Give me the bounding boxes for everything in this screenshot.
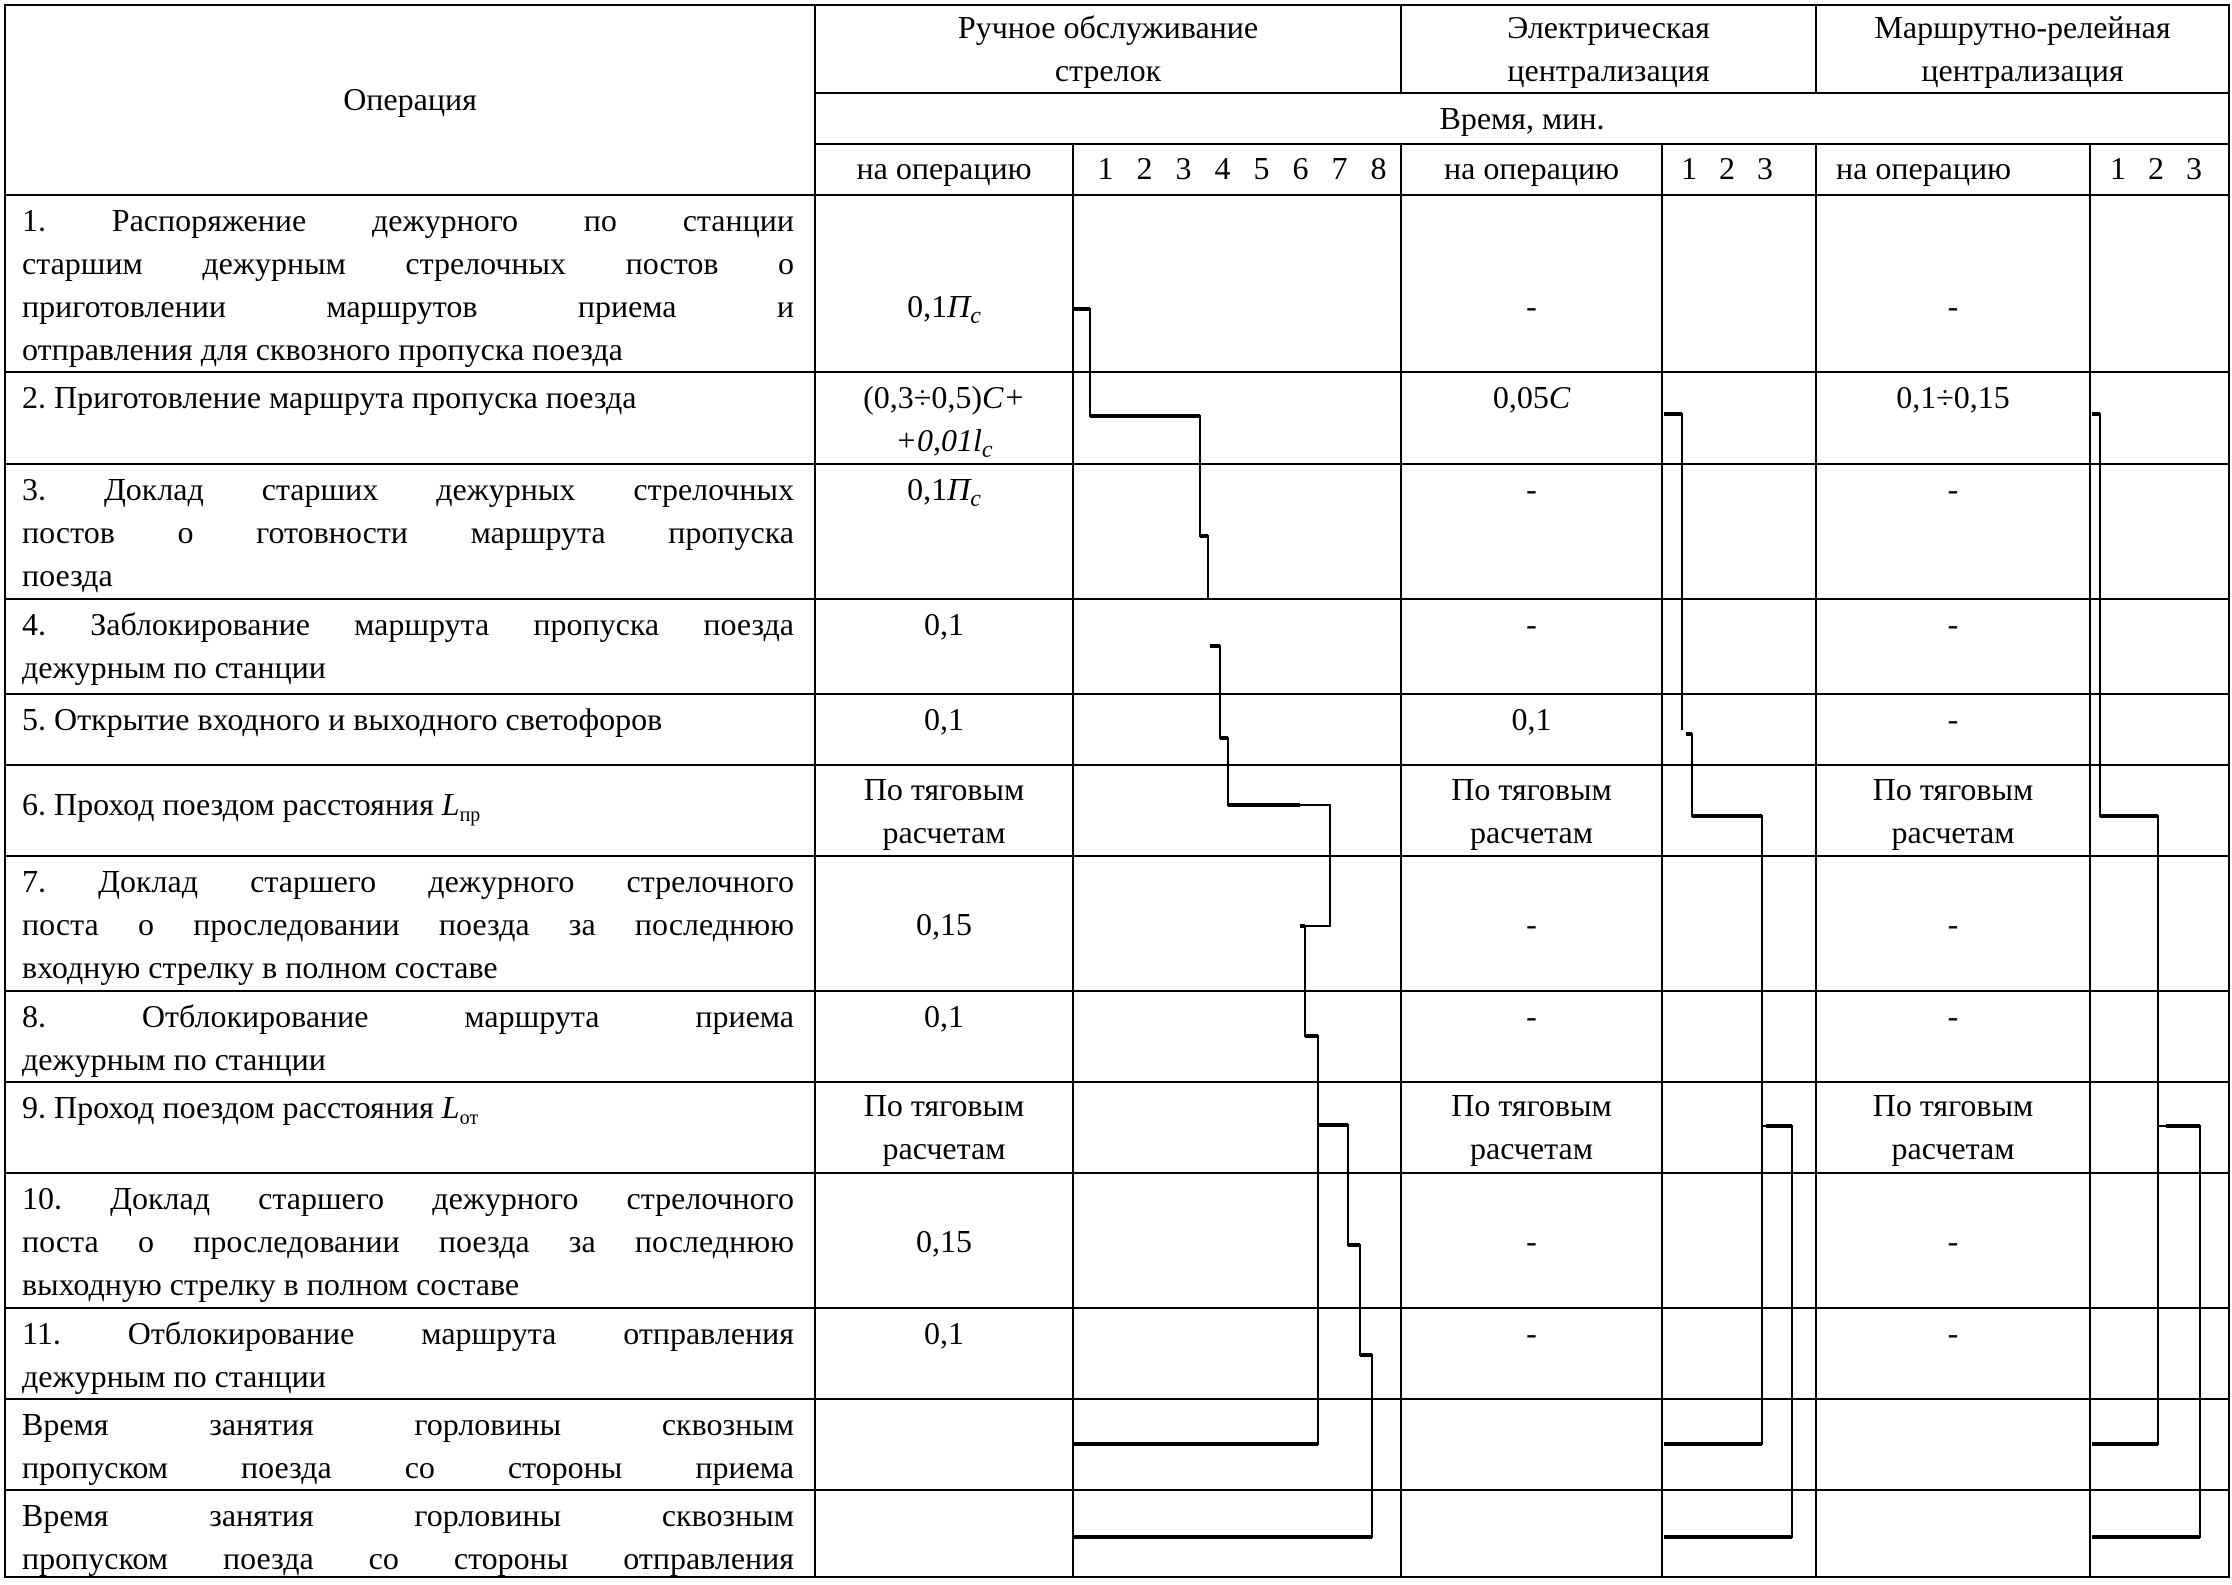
operation-line: 11. Отблокирование маршрута отправления [22,1315,794,1351]
operation-cell [22,1403,794,1489]
tick-label: 3 [1175,150,1192,186]
header-manual-line2: стрелок [1054,52,1162,88]
manual-time-value: 0,15 [916,906,972,942]
mrc-time-value: - [1947,701,1959,737]
header-manual-per-op: на операцию [856,150,1032,186]
operation-cell [22,1494,794,1580]
electric-time-value: 0,05С [1492,379,1571,415]
operation-line: входную стрелку в полном составе [22,949,498,985]
electric-time-scale [1670,147,1784,190]
electric-time-value: - [1526,1315,1537,1351]
electric-time-value: По тяговым [1451,1087,1612,1123]
mrc-time-value: - [1947,606,1959,642]
operation-cell [22,1312,794,1398]
header-manual-line1: Ручное обслуживание [957,9,1259,45]
manual-time-value: 0,1 [924,1315,964,1351]
electric-time-value: - [1526,288,1537,324]
header-mrc-line2: централизация [1921,52,2124,88]
manual-time-value: 0,1 [924,606,964,642]
operation-line: 6. Проход поездом расстояния $L_{пр}$ [22,786,481,826]
operation-line: пропуском поезда со стороны приема [22,1449,794,1485]
operation-cell [22,603,794,689]
mrc-time-value-line2: расчетам [1891,1130,2015,1166]
mrc-time-value: По тяговым [1872,1087,2034,1123]
operation-cell [22,468,794,597]
manual-time-value: По тяговым [863,1087,1025,1123]
manual-time-value: По тяговым [863,771,1025,807]
electric-time-value: По тяговым [1451,771,1612,807]
electric-time-value-line2: расчетам [1470,814,1593,850]
manual-time-value: $0,1П_с$ [907,471,981,512]
operation-line: пропуском поезда со стороны отправления [22,1540,794,1576]
electric-time-value: - [1526,606,1537,642]
operation-line: поезда [22,557,113,593]
mrc-time-scale [2099,147,2213,190]
mrc-time-value: 0,1÷0,15 [1896,379,2010,415]
manual-time-value: 0,1 [924,701,964,737]
manual-time-scale [1086,147,1398,190]
operation-line: поста о проследовании поезда за последнюю [22,906,794,942]
header-operation: Операция [343,81,477,117]
operation-line: выходную стрелку в полном составе [22,1266,520,1302]
tick-label: 4 [1214,150,1231,186]
header-mrc-per-op: на операцию [1836,150,2012,186]
operation-line: поста о проследовании поезда за последнюю [22,1223,794,1259]
tick-label: 2 [1136,150,1153,186]
operation-cell [22,783,794,826]
electric-time-value: - [1526,471,1537,507]
header-electric-line2: централизация [1507,52,1710,88]
header-time: Время, мин. [1439,100,1605,136]
operation-line: 9. Проход поездом расстояния $L_{от}$ [22,1089,479,1129]
operation-line: Время занятия горловины сквозным [22,1497,794,1533]
manual-time-value: (0,3÷0,5)С+ [863,379,1025,415]
operation-line: дежурным по станции [22,649,326,685]
tick-label: 1 [1681,150,1697,186]
header-electric-per-op: на операцию [1443,150,1619,186]
operation-line: дежурным по станции [22,1358,326,1394]
operation-line: 1. Распоряжение дежурного по станции [22,202,794,238]
mrc-time-value: - [1947,906,1959,942]
mrc-time-value: - [1947,1315,1959,1351]
mrc-time-value-line2: расчетам [1891,814,2015,850]
tick-label: 5 [1253,150,1270,186]
operation-line: приготовлении маршрутов приема и [22,288,794,324]
operation-line: Время занятия горловины сквозным [22,1406,794,1442]
operation-cell [22,1086,794,1129]
operation-cell [22,995,794,1081]
manual-time-value-line2: расчетам [882,814,1006,850]
mrc-time-value: - [1947,998,1959,1034]
tick-label: 2 [2148,150,2164,186]
mrc-time-value: - [1947,1223,1959,1259]
mrc-time-value: - [1947,288,1959,324]
operation-line: старшим дежурным стрелочных постов о [22,245,794,281]
tick-label: 3 [2186,150,2202,186]
header-mrc-line1: Маршрутно-релейная [1874,9,2171,45]
mrc-time-value: По тяговым [1872,771,2034,807]
electric-time-value: - [1526,998,1537,1034]
electric-time-value: - [1526,1223,1537,1259]
operation-cell [22,376,794,419]
mrc-time-value: - [1947,471,1959,507]
tick-label: 8 [1370,150,1387,186]
operation-cell [22,860,794,989]
operation-line: 3. Доклад старших дежурных стрелочных [22,471,794,507]
operation-cell [22,1177,794,1306]
tick-label: 6 [1292,150,1309,186]
manual-time-value-line2: $+0,01l_с$ [895,422,993,463]
operation-line: 4. Заблокирование маршрута пропуска поезда [22,606,794,642]
electric-time-value: - [1526,906,1537,942]
electric-time-value-line2: расчетам [1470,1130,1593,1166]
tick-label: 2 [1719,150,1735,186]
operation-line: 8. Отблокирование маршрута приема [22,998,794,1034]
manual-time-value: 0,15 [916,1223,972,1259]
manual-time-value: $0,1П_с$ [907,288,981,329]
operation-cell [22,698,794,741]
manual-time-value-line2: расчетам [882,1130,1006,1166]
operation-line: 2. Приготовление маршрута пропуска поезда [22,379,637,415]
operation-line: постов о готовности маршрута пропуска [22,514,794,550]
operation-line: 7. Доклад старшего дежурного стрелочного [22,863,794,899]
tick-label: 1 [2110,150,2126,186]
tick-label: 3 [1757,150,1773,186]
operation-cell [22,199,794,371]
tick-label: 1 [1097,150,1114,186]
electric-time-value: 0,1 [1511,701,1552,737]
tick-label: 7 [1331,150,1348,186]
operation-line: отправления для сквозного пропуска поезда [22,331,623,367]
operation-line: 5. Открытие входного и выходного светофоров [22,701,663,737]
operation-line: дежурным по станции [22,1041,326,1077]
operation-line: 10. Доклад старшего дежурного стрелочного [22,1180,794,1216]
header-electric-line1: Электрическая [1507,9,1710,45]
manual-time-value: 0,1 [924,998,964,1034]
